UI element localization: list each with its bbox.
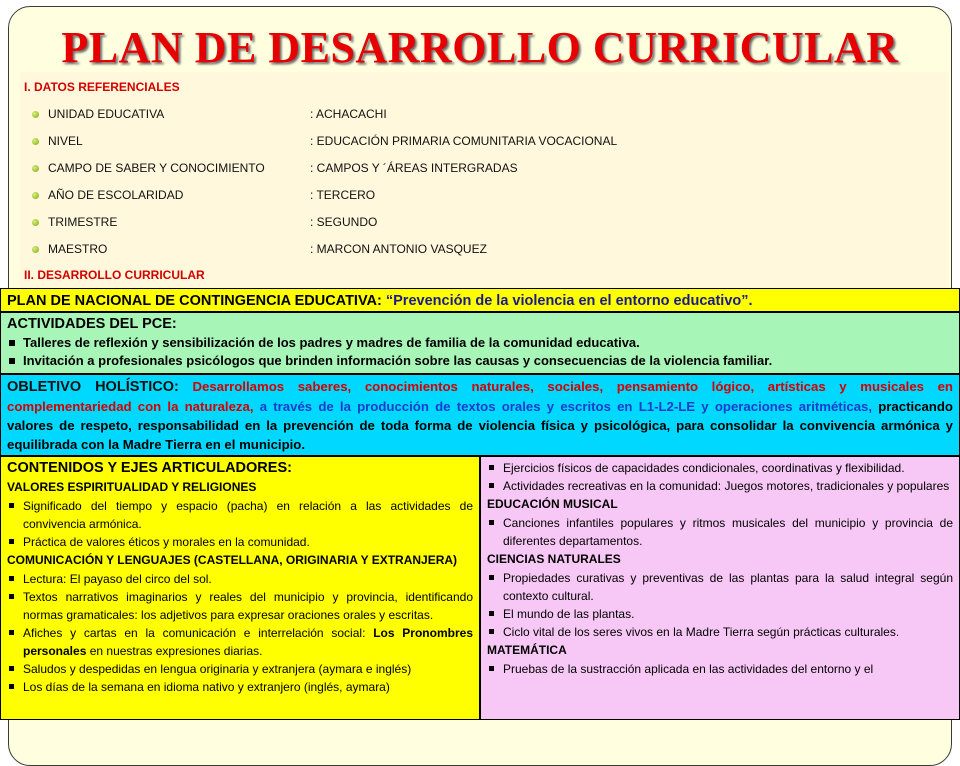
ciencias-heading: CIENCIAS NATURALES (487, 552, 621, 566)
dato-label: AÑO DE ESCOLARIDAD (48, 188, 184, 202)
objetivo-part-1: Desarrollamos saberes, conocimientos naturales, sociales, pensamiento lógico, artísticas y musicales en complementariedad con la naturaleza, (7, 379, 953, 414)
dato-value: : CAMPOS Y ´ÁREAS INTERGRADAS (310, 161, 518, 175)
bullet-icon (32, 111, 39, 118)
list-item: Saludos y despedidas en lengua originaria y extranjera (aymara e inglés) (7, 660, 473, 678)
desarrollo-heading: II. DESARROLLO CURRICULAR (24, 268, 205, 282)
dato-label: UNIDAD EDUCATIVA (48, 107, 165, 121)
bullet-icon (32, 192, 39, 199)
list-item (7, 624, 473, 660)
list-item: Ejercicios físicos de capacidades condicionales, coordinativas y flexibilidad. (487, 459, 953, 477)
bullet-icon (32, 246, 39, 253)
dato-row (32, 187, 932, 203)
dato-row (32, 133, 932, 149)
list-item: Propiedades curativas y preventivas de las plantas para la salud integral según contexto cultural. (487, 569, 953, 605)
list-item: Pruebas de la sustracción aplicada en las actividades del entorno y el (487, 660, 953, 678)
dato-value: : TERCERO (310, 188, 376, 202)
dato-label: TRIMESTRE (48, 215, 118, 229)
matematica-heading: MATEMÁTICA (487, 643, 567, 657)
list-item: Invitación a profesionales psicólogos que brinden información sobre las causas y consecuencias de la violencia familiar. (7, 352, 953, 370)
dato-label: MAESTRO (48, 242, 108, 256)
dato-value: : ACHACACHI (310, 107, 387, 121)
list-item: Los días de la semana en idioma nativo y extranjero (inglés, aymara) (7, 678, 473, 696)
objetivo-holistico (0, 374, 960, 456)
comunicacion-heading: COMUNICACIÓN Y LENGUAJES (CASTELLANA, ORIGINARIA Y EXTRANJERA) (7, 553, 458, 567)
page-title: PLAN DE DESARROLLO CURRICULAR (61, 23, 899, 72)
pce-heading: ACTIVIDADES DEL PCE: (7, 316, 177, 332)
dato-row (32, 214, 932, 230)
list-item: Práctica de valores éticos y morales en la comunidad. (7, 533, 473, 551)
bullet-icon (32, 138, 39, 145)
dato-value: : SEGUNDO (310, 215, 378, 229)
list-item: El mundo de las plantas. (487, 605, 953, 623)
list-item: Actividades recreativas en la comunidad: Juegos motores, tradicionales y populares (487, 477, 953, 495)
contenidos-heading: CONTENIDOS Y EJES ARTICULADORES: (7, 460, 292, 476)
list-item: Canciones infantiles populares y ritmos musicales del municipio y provincia de diferentes departamentos. (487, 514, 953, 550)
list-item: Talleres de reflexión y sensibilización de los padres y madres de familia de la comunidad educativa. (7, 334, 953, 352)
contenidos-right (480, 456, 960, 720)
actividades-pce (0, 312, 960, 374)
plan-contingencia (0, 288, 960, 312)
list-item: Lectura: El payaso del circo del sol. (7, 570, 473, 588)
dato-row (32, 106, 932, 122)
dato-row (32, 241, 932, 257)
valores-heading: VALORES ESPIRITUALIDAD Y RELIGIONES (7, 480, 257, 494)
objetivo-label: OBLETIVO HOLÍSTICO: (7, 379, 179, 395)
contenidos-left (0, 456, 480, 720)
dato-row (32, 160, 932, 176)
musical-heading: EDUCACIÓN MUSICAL (487, 497, 618, 511)
datos-referenciales (20, 72, 948, 288)
afiches-bold: Los Pronombres personales (23, 626, 473, 658)
objetivo-part-2: a través de la producción de textos orales y escritos en L1-L2-LE y operaciones aritméticas, (253, 399, 873, 414)
list-item: Textos narrativos imaginarios y reales del municipio y provincia, identificando normas gramaticales: los adjetivos para expresar oraciones orales y escritas. (7, 588, 473, 624)
dato-value: : EDUCACIÓN PRIMARIA COMUNITARIA VOCACIONAL (310, 134, 618, 148)
list-item: Significado del tiempo y espacio (pacha) en relación a las actividades de convivencia armónica. (7, 497, 473, 533)
bullet-icon (32, 165, 39, 172)
afiches-tail: en nuestras expresiones diarias. (86, 644, 263, 658)
pnce-label: PLAN DE NACIONAL DE CONTINGENCIA EDUCATIVA: (7, 293, 382, 309)
dato-label: NIVEL (48, 134, 83, 148)
dato-value: : MARCON ANTONIO VASQUEZ (310, 242, 487, 256)
afiches-text: Afiches y cartas en la comunicación e interrelación social: (23, 626, 366, 640)
list-item: Ciclo vital de los seres vivos en la Madre Tierra según prácticas culturales. (487, 623, 953, 641)
objetivo-part-3: practicando valores de respeto, responsabilidad en la prevención de toda forma de violencia física y psicológica, para consolidar la convivencia armónica y equilibrada con la Madre Tierra en el municipio. (7, 399, 953, 452)
datos-heading: I. DATOS REFERENCIALES (24, 80, 180, 94)
bullet-icon (32, 219, 39, 226)
pnce-quote: “Prevención de la violencia en el entorno educativo”. (381, 293, 753, 309)
dato-label: CAMPO DE SABER Y CONOCIMIENTO (48, 161, 265, 175)
